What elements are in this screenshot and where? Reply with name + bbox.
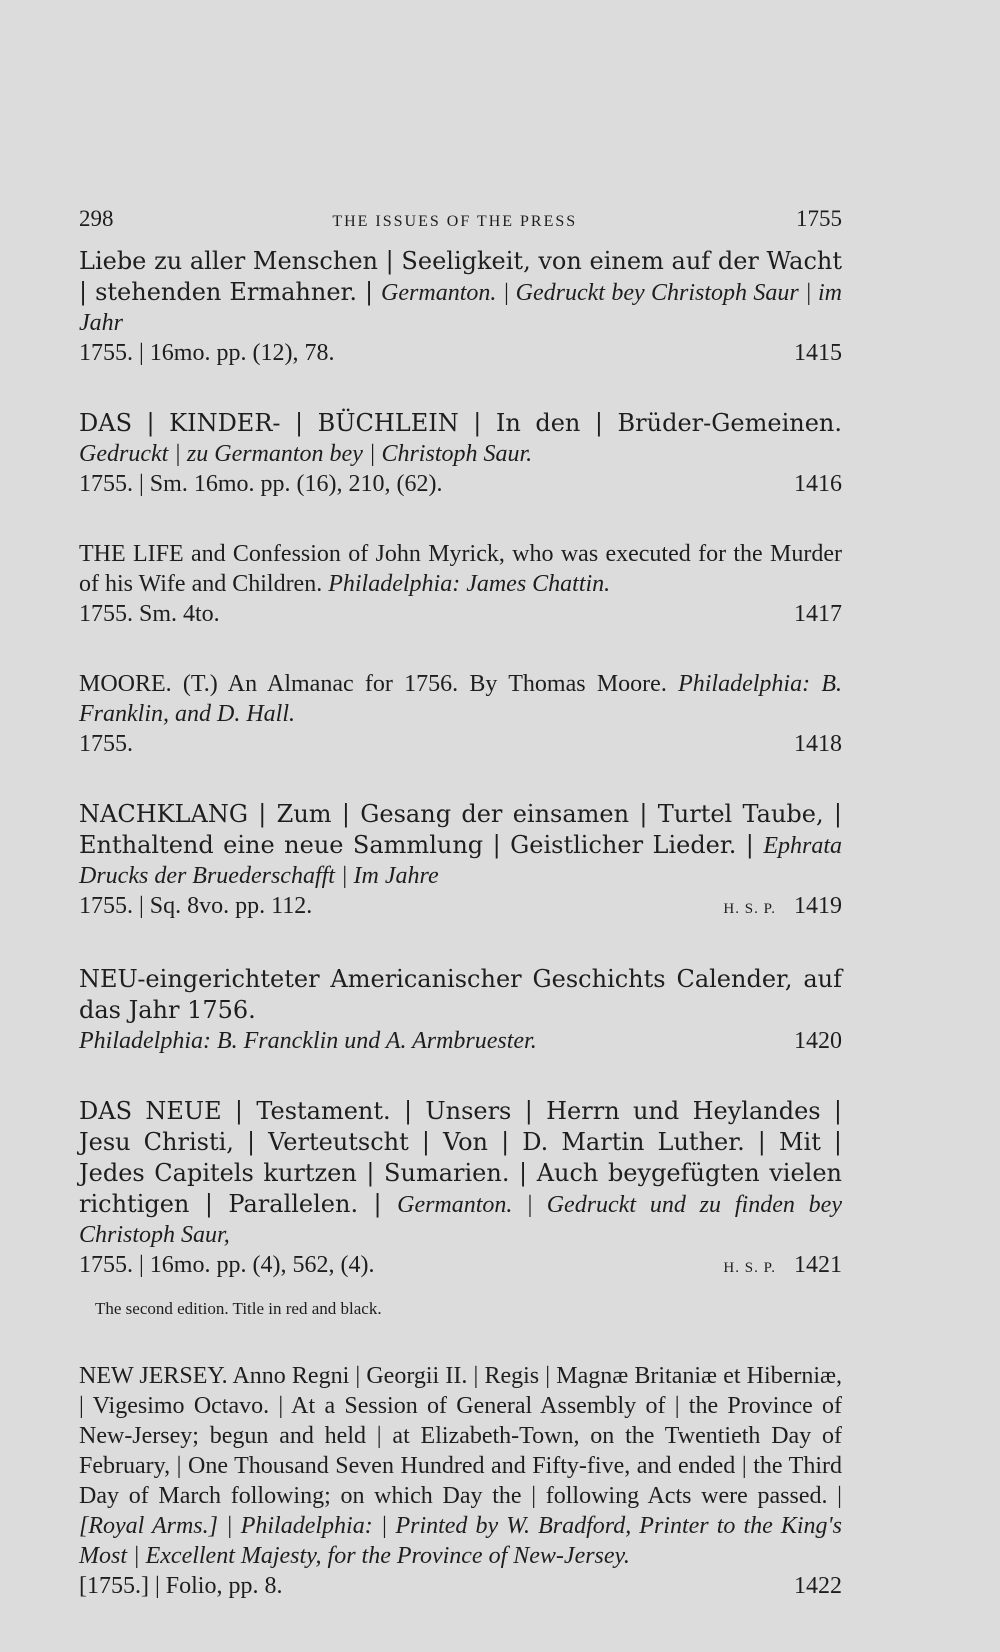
entry-1417 — [79, 539, 842, 629]
running-header — [79, 206, 842, 232]
spacer — [79, 368, 842, 408]
entry-1422 — [79, 1361, 842, 1601]
entry-collation: 1755. | 16mo. pp. (4), 562, (4). — [79, 1252, 375, 1278]
entry-text: NEU-eingerichteter Americanischer Geschichts Calender, auf das Jahr 1756. — [79, 965, 842, 1024]
entry-1416 — [79, 408, 842, 499]
entry-imprint: Gedruckt | zu Germanton bey | Christoph Saur. — [79, 441, 533, 467]
entry-number: 1421 — [794, 1252, 842, 1278]
entry-location: H. S. P. — [723, 901, 776, 917]
entry-number: 1415 — [794, 340, 842, 366]
entry-imprint: Philadelphia: B. Franklin, and D. Hall. — [79, 671, 842, 727]
spacer — [79, 924, 842, 964]
entry-1415 — [79, 246, 842, 368]
entry-imprint: [Royal Arms.] | Philadelphia: | Printed by W. Bradford, Printer to the King's Most | Excellent Majesty, for the Province of New-Jersey. — [79, 1513, 842, 1569]
entry-number: 1420 — [794, 1028, 842, 1054]
entry-text: DAS | KINDER- | BÜCHLEIN | In den | Brüder-Gemeinen. — [79, 409, 842, 437]
entry-number: 1417 — [794, 601, 842, 627]
entry-text: NACHKLANG | Zum | Gesang der einsamen | Turtel Taube, | Enthaltend eine neue Sammlung | Geistlicher Lieder. | — [79, 800, 842, 859]
spacer — [79, 629, 842, 669]
entry-1419 — [79, 799, 842, 924]
entry-location: H. S. P. — [723, 1260, 776, 1276]
entry-imprint: Philadelphia: B. Francklin und A. Armbruester. — [79, 1028, 537, 1054]
entry-imprint: Germanton. | Gedruckt und zu finden bey Christoph Saur, — [79, 1192, 842, 1248]
header-year: 1755 — [795, 206, 842, 231]
entry-collation: 1755. — [79, 731, 133, 757]
entry-number: 1418 — [794, 731, 842, 757]
text-column — [79, 206, 842, 1601]
entry-1421 — [79, 1096, 842, 1283]
entry-tail — [79, 599, 842, 629]
entry-collation: 1755. Sm. 4to. — [79, 601, 220, 627]
entry-location-and-number — [723, 1250, 842, 1283]
entry-collation: [1755.] | Folio, pp. 8. — [79, 1573, 283, 1599]
entry-imprint: Philadelphia: James Chattin. — [328, 571, 611, 597]
entry-tail — [79, 469, 842, 499]
spacer — [79, 759, 842, 799]
entry-imprint: Germanton. | Gedruckt bey Christoph Saur | im Jahr — [79, 280, 842, 336]
entry-tail — [79, 891, 842, 924]
entry-number: 1419 — [794, 893, 842, 919]
entry-tail — [79, 1026, 842, 1056]
entry-number: 1422 — [794, 1573, 842, 1599]
entry-tail — [79, 338, 842, 368]
entry-imprint: Ephrata Drucks der Bruederschafft | Im Jahre — [79, 833, 842, 889]
spacer — [79, 1056, 842, 1096]
entry-tail — [79, 1250, 842, 1283]
entry-1418 — [79, 669, 842, 759]
entry-text: THE LIFE and Confession of John Myrick, who was executed for the Murder of his Wife and Children. — [79, 541, 842, 597]
entry-collation: 1755. | Sm. 16mo. pp. (16), 210, (62). — [79, 471, 443, 497]
entry-note: The second edition. Title in red and black. — [95, 1299, 382, 1318]
entry-1420 — [79, 964, 842, 1056]
entry-text: MOORE. (T.) An Almanac for 1756. By Thomas Moore. — [79, 671, 679, 697]
entry-collation: 1755. | 16mo. pp. (12), 78. — [79, 340, 335, 366]
entry-text: NEW JERSEY. Anno Regni | Georgii II. | Regis | Magnæ Britaniæ et Hiberniæ, | Vigesimo Octavo. | At a Session of General Assembly of | the Province of New-Jersey; begun and held | at Elizabeth-Town, on the Twentieth Day of February, | One Thousand Seven Hundred and Fifty-five, and ended | the Third Day of March following; on which Day the | following Acts were passed. | — [79, 1363, 842, 1509]
running-title: THE ISSUES OF THE PRESS — [332, 213, 578, 230]
spacer — [79, 1321, 842, 1361]
entry-location-and-number — [723, 891, 842, 924]
entry-text: DAS NEUE | Testament. | Unsers | Herrn und Heylandes | Jesu Christi, | Verteutscht | Von | D. Martin Luther. | Mit | Jedes Capitels kurtzen | Sumarien. | Auch beygefügten vielen richtigen | Parallelen. | — [79, 1097, 842, 1218]
spacer — [79, 499, 842, 539]
entry-collation: 1755. | Sq. 8vo. pp. 112. — [79, 893, 313, 919]
page-number: 298 — [79, 206, 114, 231]
entry-tail — [79, 1571, 842, 1601]
entry-number: 1416 — [794, 471, 842, 497]
entry-text: Liebe zu aller Menschen | Seeligkeit, von einem auf der Wacht | stehenden Ermahner. | — [79, 247, 842, 306]
entry-tail — [79, 729, 842, 759]
